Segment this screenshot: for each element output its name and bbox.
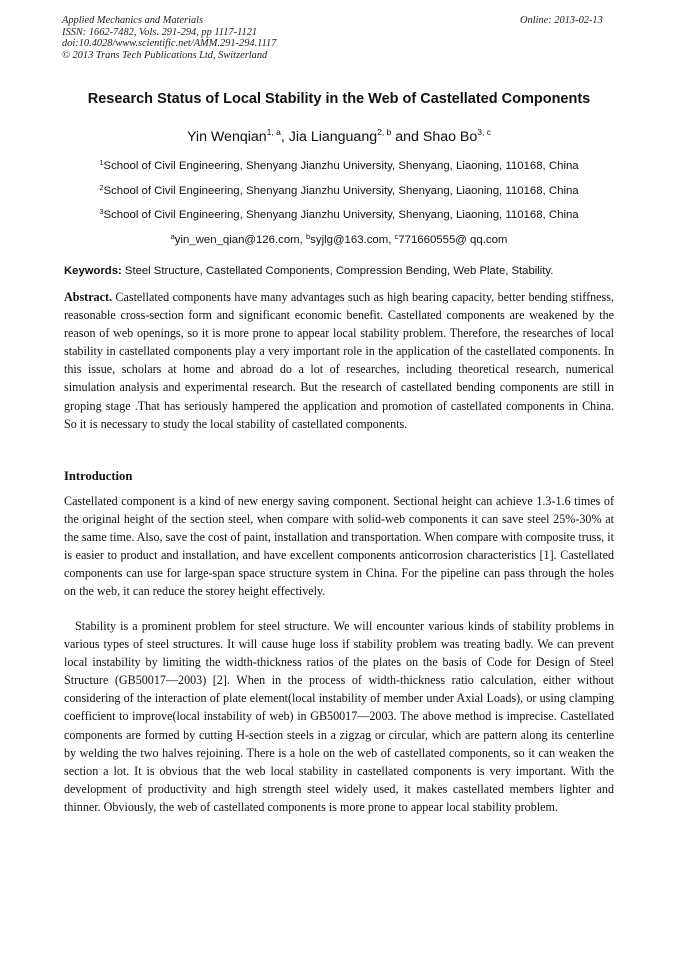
affiliation-text: School of Civil Engineering, Shenyang Jianzhu University, Shenyang, Liaoning, 110168, China <box>103 185 579 197</box>
paragraph: Stability is a prominent problem for steel structure. We will encounter various kinds of stability problems in various types of steel structures. It will cause huge loss if stability problem was treating badly. We can prevent local instability by limiting the width-thickness ratios of the plates on the basis of Code for Design of Steel Structure (GB50017—2003) [2]. When in the process of width-thickness ratio calculation, either without considering of the interaction of plate element(local instability of member under Axial Loads), or using clamping coefficient to improve(local instability of web) in GB50017—2003. The above method is imprecise. Castellated components are formed by cutting H-section steels in a zigzag or circular, which are pattern along its centerline by welding the two halves rejoining. There is a hole on the web of castellated components, so it can weaken the section a lot. It is obvious that the web local stability in castellated components is very important. With the development of productivity and high strength steel widely used, it makes castellated members lighter and thinner. Obviously, the web of castellated components is more prone to appear local stability problem. <box>64 619 614 814</box>
keywords-label: Keywords: <box>64 265 122 277</box>
email-address: syjlg@163.com, <box>310 234 395 246</box>
author-sep: , <box>280 129 289 145</box>
abstract-label: Abstract. <box>64 290 113 304</box>
author-sup: 3, c <box>477 127 491 137</box>
author-name: Yin Wenqian <box>187 129 267 145</box>
email-address: 771660555@ qq.com <box>398 234 508 246</box>
journal-header <box>62 15 276 61</box>
abstract-text: Castellated components have many advantages such as high bearing capacity, better bending stiffness, reasonable cross-section form and significant economic benefit. Castellated components are weakened by the reason of web openings, so it is more prone to appear local stability problem. Therefore, the researches of local stability in castellated components play a very important role in the application of the castellated components. In this issue, scholars at home and abroad do a lot of researches, including theoretical research, numerical simulation analysis and experimental research. But the research of castellated bending components are still in groping stage .That has seriously hampered the application and promotion of castellated components in China. So it is necessary to study the local stability of castellated components. <box>64 290 614 431</box>
keywords <box>64 265 553 277</box>
author-list <box>0 129 678 145</box>
abstract <box>64 288 614 433</box>
paper-title: Research Status of Local Stability in the Web of Castellated Components <box>87 91 591 107</box>
affiliation-text: School of Civil Engineering, Shenyang Jianzhu University, Shenyang, Liaoning, 110168, China <box>103 209 579 221</box>
email-sup: a <box>170 232 175 241</box>
author-sep: and <box>391 129 423 145</box>
doi-line: doi:10.4028/www.scientific.net/AMM.291-294.1117 <box>62 38 277 50</box>
section-heading: Introduction <box>64 469 133 483</box>
journal-name: Applied Mechanics and Materials <box>62 15 204 26</box>
author-name: Jia Lianguang <box>288 129 378 145</box>
affiliation-text: School of Civil Engineering, Shenyang Jianzhu University, Shenyang, Liaoning, 110168, China <box>103 160 579 172</box>
email-line <box>0 234 678 246</box>
email-sup: c <box>394 232 399 241</box>
affiliation <box>0 185 678 197</box>
affiliation <box>0 160 678 172</box>
affiliation <box>0 209 678 221</box>
author-name: Shao Bo <box>422 129 478 145</box>
author-sup: 1, a <box>266 127 281 137</box>
email-address: yin_wen_qian@126.com, <box>174 234 306 246</box>
affiliation-sup: 2 <box>99 183 104 192</box>
affiliation-sup: 1 <box>99 158 104 167</box>
online-date: Online: 2013-02-13 <box>520 15 603 26</box>
paragraph: Castellated component is a kind of new energy saving component. Sectional height can achieve 1.3-1.6 times of the original height of the section steel, when compare with solid-web components it can save steel 25%-30% at the same time. Also, save the cost of paint, installation and transportation. When compare with composite truss, it is easier to product and installation, and have excellent components anticorrosion characteristics [1]. Castellated components can use for large-span space structure system in China. For the pipeline can pass through the holes on the web, it can reduce the storey height effectively. <box>64 494 614 599</box>
copyright-line: © 2013 Trans Tech Publications Ltd, Switzerland <box>62 49 268 61</box>
keywords-text: Steel Structure, Castellated Components, Compression Bending, Web Plate, Stability. <box>121 265 554 277</box>
email-sup: b <box>306 232 311 241</box>
author-sup: 2, b <box>377 127 392 137</box>
affiliation-sup: 3 <box>99 207 104 216</box>
issn-line: ISSN: 1662-7482, Vols. 291-294, pp 1117-1121 <box>62 26 258 38</box>
